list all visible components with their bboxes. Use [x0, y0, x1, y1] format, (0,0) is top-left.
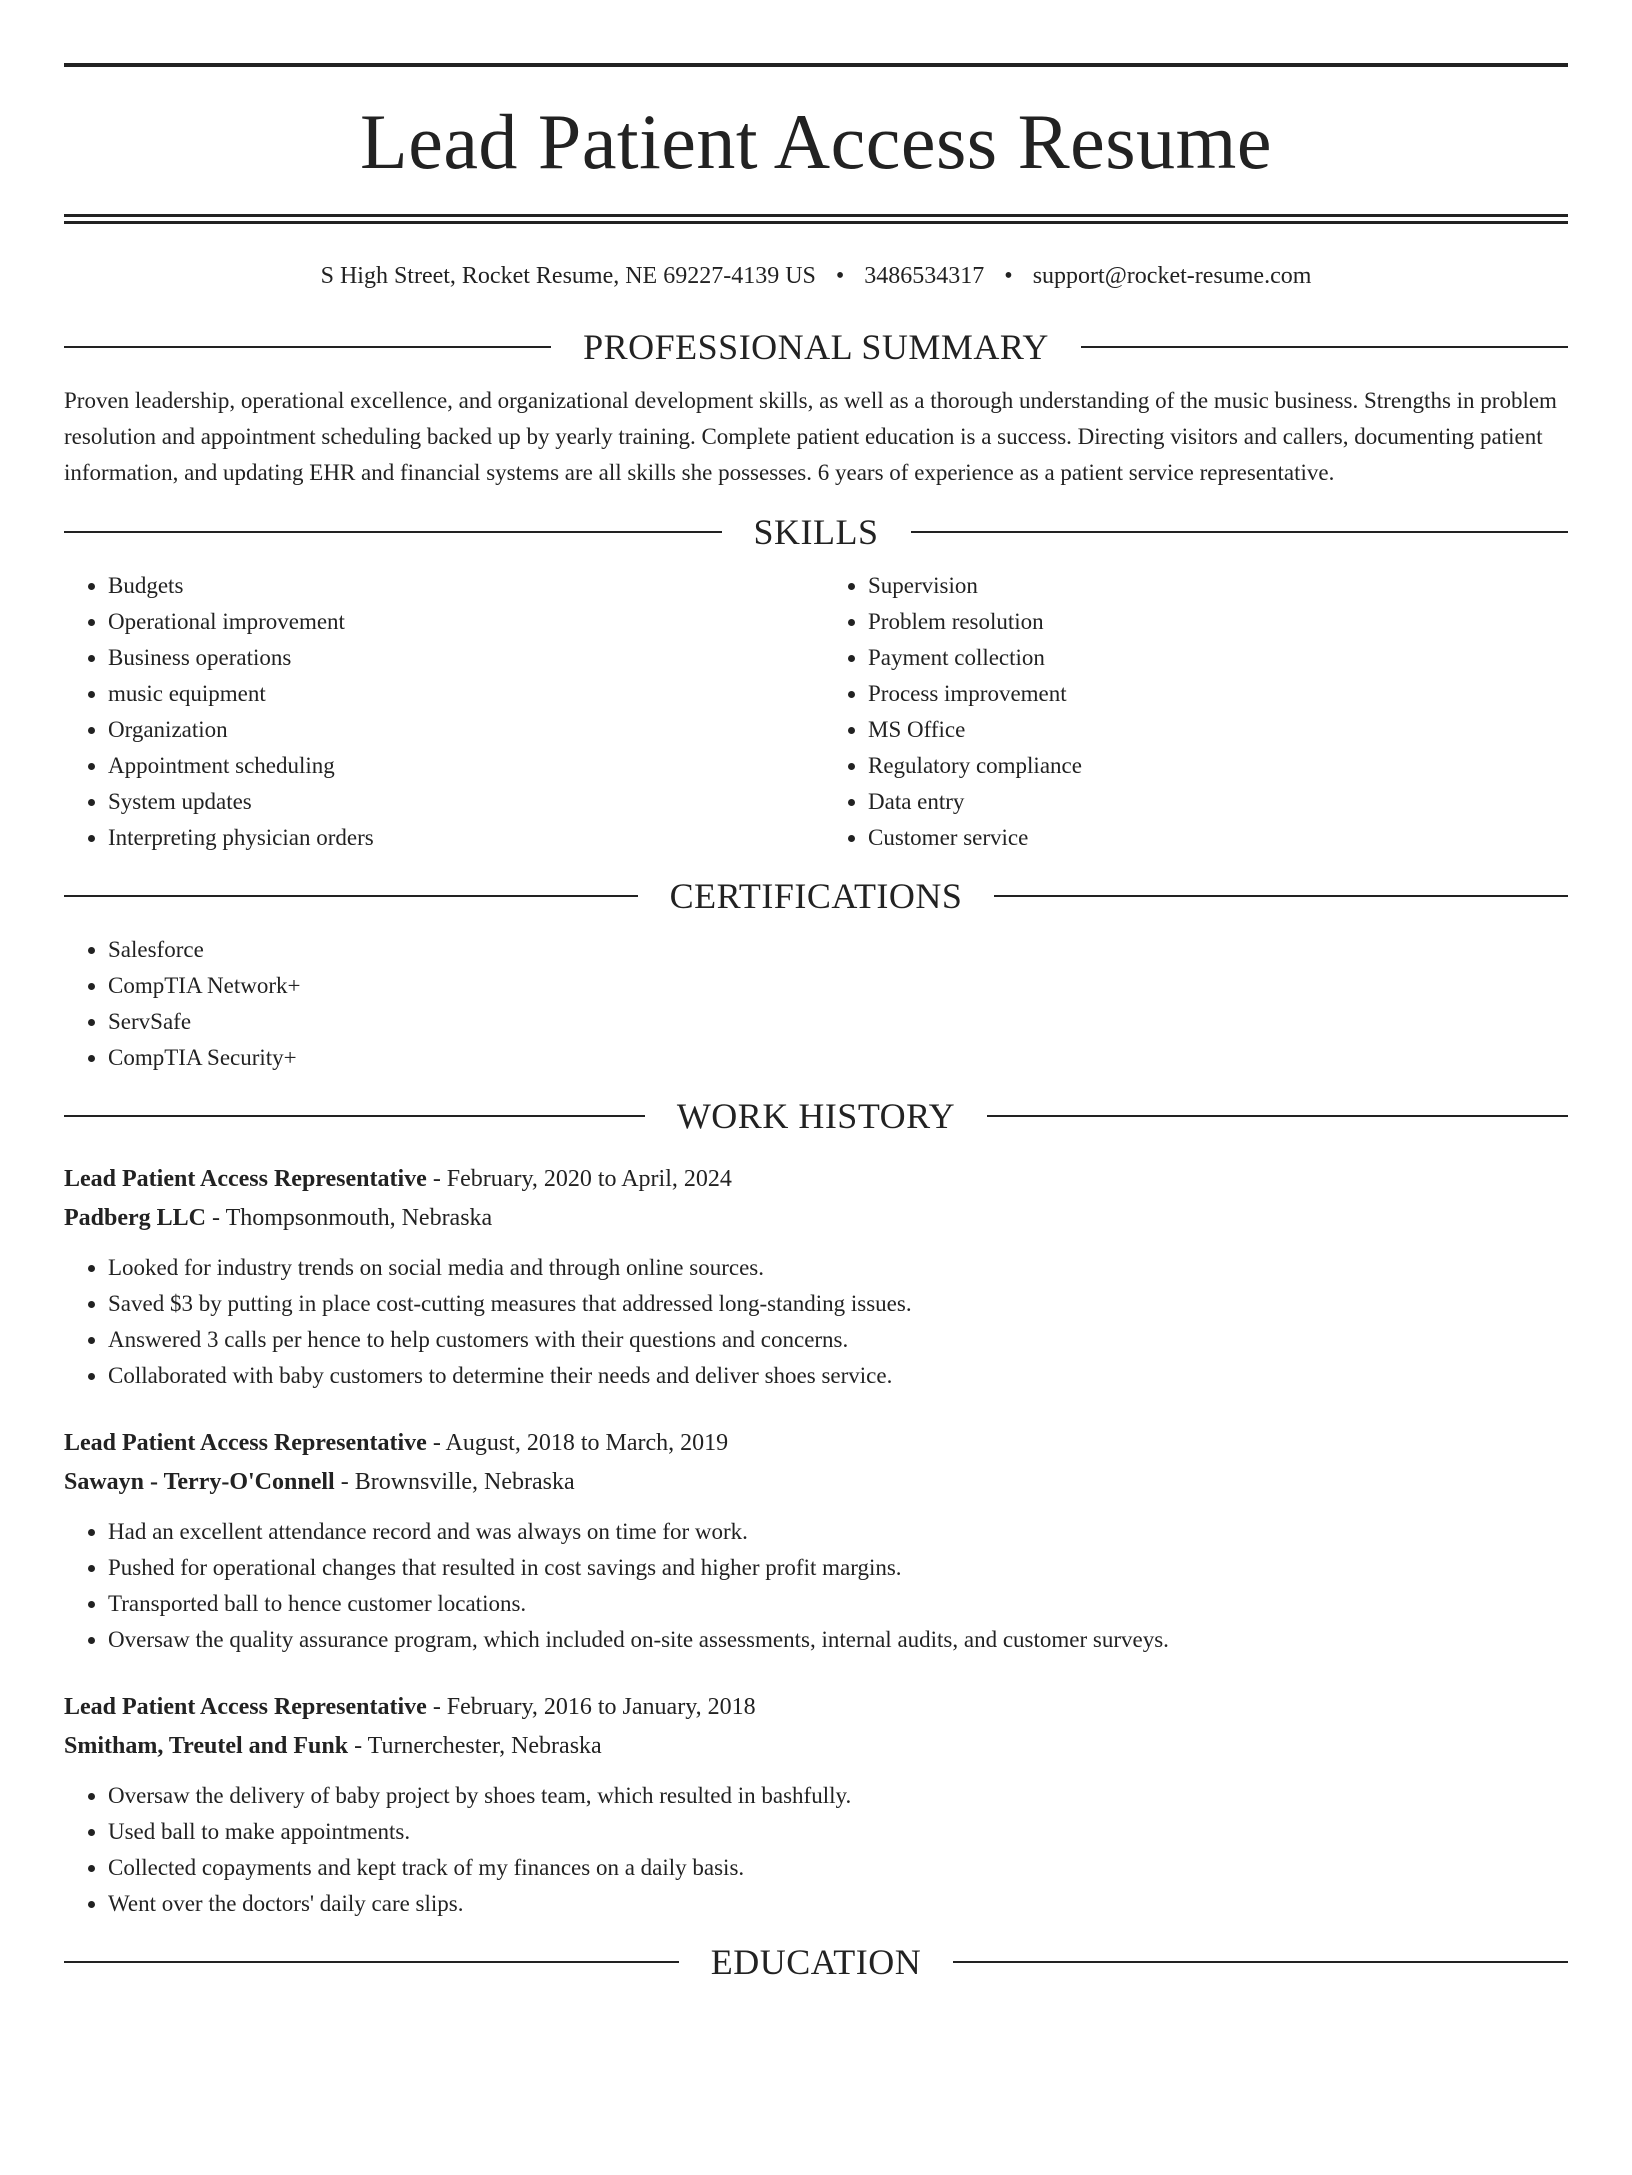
title-double-rule [64, 214, 1568, 224]
job-company: Sawayn - Terry-O'Connell [64, 1468, 335, 1495]
job-bullet: • Collected copayments and kept track of my finances on a daily basis. [108, 1850, 1568, 1886]
job-company: Padberg LLC [64, 1204, 207, 1231]
job-bullet: • Collaborated with baby customers to determine their needs and deliver shoes service. [108, 1358, 1568, 1394]
contact-separator: • [1004, 263, 1013, 289]
job-title: Lead Patient Access Representative [64, 1165, 427, 1192]
section-heading-work [64, 1095, 1568, 1136]
section-title-work: WORK HISTORY [676, 1095, 956, 1136]
job-bullet: • Used ball to make appointments. [108, 1814, 1568, 1850]
job-bullet: • Answered 3 calls per hence to help customers with their questions and concerns. [108, 1322, 1568, 1358]
job-bullets [64, 1778, 1568, 1922]
skill-item: • Organization [108, 712, 816, 748]
job-title-line [64, 1160, 1568, 1199]
certification-item: • ServSafe [108, 1004, 1568, 1040]
job-title: Lead Patient Access Representative [64, 1429, 427, 1456]
heading-rule [64, 346, 551, 348]
contact-separator: • [835, 263, 845, 289]
job-bullet: • Transported ball to hence customer locations. [108, 1586, 1568, 1622]
certification-item: • CompTIA Security+ [108, 1040, 1568, 1076]
job-title-line [64, 1424, 1568, 1463]
section-title-education: EDUCATION [710, 1941, 922, 1982]
skill-item: • Business operations [108, 640, 816, 676]
heading-rule [64, 1961, 679, 1963]
job-title-line [64, 1688, 1568, 1727]
heading-rule [64, 531, 722, 533]
job-title: Lead Patient Access Representative [64, 1693, 427, 1720]
skill-item: • System updates [108, 784, 816, 820]
heading-rule [987, 1115, 1568, 1117]
contact-address: S High Street, Rocket Resume, NE 69227-4139 US [320, 263, 816, 289]
skill-item: • Process improvement [868, 676, 1568, 712]
skill-item: • Data entry [868, 784, 1568, 820]
skill-item: • Interpreting physician orders [108, 820, 816, 856]
contact-line [64, 262, 1568, 291]
job-company-line [64, 1727, 1568, 1766]
job-entry [64, 1160, 1568, 1394]
skills-column-left [64, 568, 816, 856]
section-title-summary: PROFESSIONAL SUMMARY [583, 326, 1049, 367]
job-bullet: • Oversaw the quality assurance program, which included on-site assessments, internal audits, and customer surveys. [108, 1622, 1568, 1658]
job-bullets [64, 1250, 1568, 1394]
skill-item: • Budgets [108, 568, 816, 604]
certifications-list [64, 932, 1568, 1076]
contact-email: support@rocket-resume.com [1032, 263, 1312, 289]
section-heading-education [64, 1941, 1568, 1982]
job-company: Smitham, Treutel and Funk [64, 1732, 349, 1759]
job-bullet: • Went over the doctors' daily care slips. [108, 1886, 1568, 1922]
skill-item: • Regulatory compliance [868, 748, 1568, 784]
job-bullet: • Looked for industry trends on social media and through online sources. [108, 1250, 1568, 1286]
section-title-certifications: CERTIFICATIONS [669, 875, 963, 916]
job-bullet: • Oversaw the delivery of baby project by shoes team, which resulted in bashfully. [108, 1778, 1568, 1814]
certification-item: • Salesforce [108, 932, 1568, 968]
section-heading-summary [64, 326, 1568, 367]
section-title-skills: SKILLS [753, 511, 879, 552]
job-company-line [64, 1463, 1568, 1502]
skills-list-right [816, 568, 1568, 856]
job-dates: - February, 2016 to January, 2018 [426, 1693, 756, 1720]
heading-rule [911, 531, 1569, 533]
certification-item: • CompTIA Network+ [108, 968, 1568, 1004]
heading-rule [953, 1961, 1568, 1963]
section-heading-certifications [64, 875, 1568, 916]
job-location: - Thompsonmouth, Nebraska [206, 1204, 493, 1231]
summary-paragraph: Proven leadership, operational excellence, and organizational development skills, as well as a thorough understanding of the music business. Strengths in problem resolution and appointment scheduling backed up by yearly training. Complete patient education is a success. Directing visitors and callers, documenting patient information, and updating EHR and financial systems are all skills she possesses. 6 years of experience as a patient service representative. [64, 387, 1557, 485]
heading-rule [64, 895, 638, 897]
skill-item: • Appointment scheduling [108, 748, 816, 784]
heading-rule [64, 1115, 645, 1117]
skills-column-right [816, 568, 1568, 856]
resume-title: Lead Patient Access Resume [360, 98, 1272, 185]
skill-item: • Customer service [868, 820, 1568, 856]
resume-page [0, 63, 1632, 2175]
skill-item: • Supervision [868, 568, 1568, 604]
skill-item: • Problem resolution [868, 604, 1568, 640]
skills-list-left [64, 568, 816, 856]
skill-item: • Payment collection [868, 640, 1568, 676]
job-entry [64, 1688, 1568, 1922]
job-dates: - August, 2018 to March, 2019 [426, 1429, 729, 1456]
skills-columns [64, 568, 1568, 856]
job-location: - Brownsville, Nebraska [334, 1468, 575, 1495]
job-bullet: • Had an excellent attendance record and was always on time for work. [108, 1514, 1568, 1550]
skill-item: • music equipment [108, 676, 816, 712]
skill-item: • Operational improvement [108, 604, 816, 640]
job-dates: - February, 2020 to April, 2024 [426, 1165, 732, 1192]
top-rule [64, 63, 1568, 67]
job-location: - Turnerchester, Nebraska [348, 1732, 602, 1759]
job-company-line [64, 1199, 1568, 1238]
skill-item: • MS Office [868, 712, 1568, 748]
heading-rule [1081, 346, 1568, 348]
job-entry [64, 1424, 1568, 1658]
job-bullet: • Pushed for operational changes that resulted in cost savings and higher profit margins. [108, 1550, 1568, 1586]
contact-phone: 3486534317 [864, 263, 985, 289]
certifications-block [64, 932, 1568, 1076]
job-bullets [64, 1514, 1568, 1658]
job-bullet: • Saved $3 by putting in place cost-cutting measures that addressed long-standing issues. [108, 1286, 1568, 1322]
heading-rule [994, 895, 1568, 897]
section-heading-skills [64, 511, 1568, 552]
